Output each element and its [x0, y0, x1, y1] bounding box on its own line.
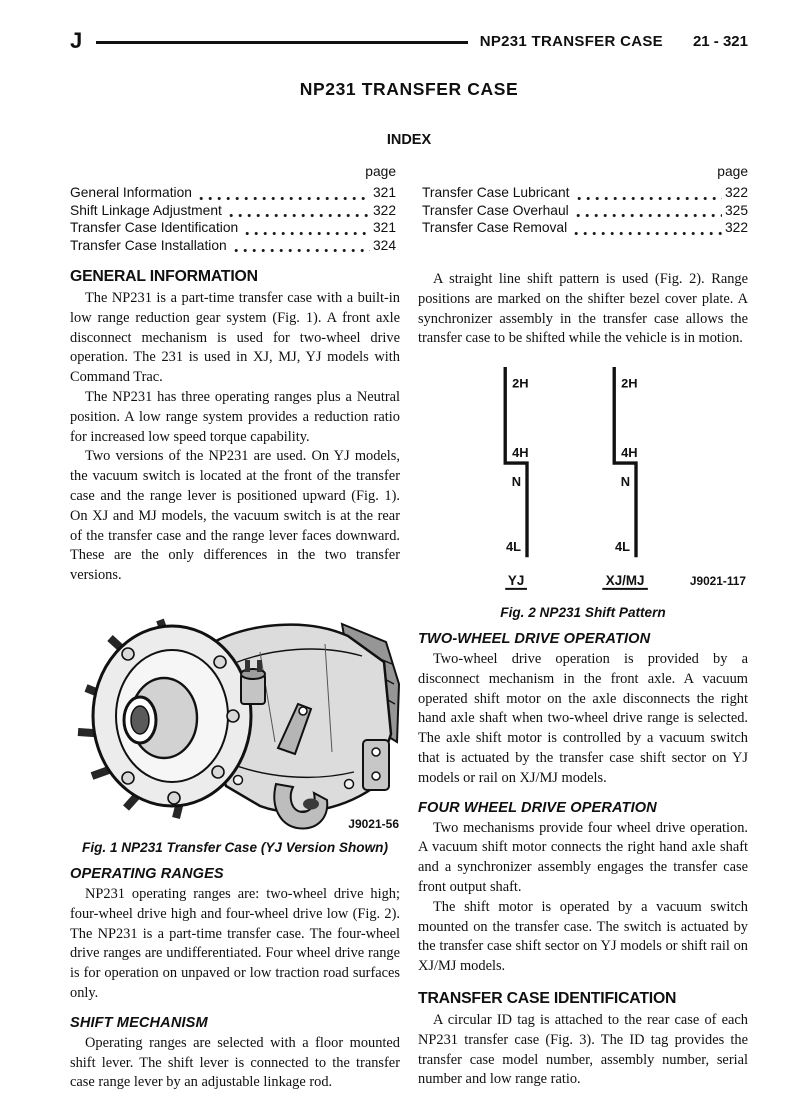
dot-leader [229, 205, 370, 219]
index-row [70, 219, 396, 237]
index-row [422, 184, 748, 202]
dot-leader [199, 188, 370, 202]
shift-pos-2h: 2H [621, 375, 638, 391]
left-column [70, 268, 400, 1093]
paragraph: A straight line shift pattern is used (Fig. 2). Range positions are marked on the shifter bezel cover plate. A synchronizer assembly in the transfer case allows the transfer case to be shifted while the vehicle is in motion. [418, 271, 748, 347]
paragraph: Two versions of the NP231 are used. On YJ models, the vacuum switch is located at the front of the transfer case and the range lever is positioned upward (Fig. 1). On XJ and MJ models, the vacuum switch is at the rear of the transfer case and the range lever faces downward. These are the only differences in the two transfer versions. [70, 448, 400, 584]
index-row [70, 237, 396, 255]
index-row [70, 202, 396, 220]
index-right-column [422, 164, 748, 254]
section-heading-four-wheel-drive: FOUR WHEEL DRIVE OPERATION [418, 799, 657, 816]
dot-leader [576, 205, 722, 219]
shift-pos-4l: 4L [615, 539, 631, 555]
shift-pos-4l: 4L [506, 539, 522, 555]
page-title: NP231 TRANSFER CASE [299, 79, 519, 99]
shift-pos-4h: 4H [621, 445, 638, 461]
figure-2-code: J9021-117 [689, 574, 747, 589]
figure-1-code: J9021-56 [348, 816, 399, 831]
section-heading-general-information: GENERAL INFORMATION [70, 268, 258, 285]
index-entry-page: 322 [724, 185, 748, 200]
dot-leader [574, 223, 722, 237]
shift-pattern-diagram [418, 361, 748, 597]
index-entry-label: Shift Linkage Adjustment [70, 202, 222, 218]
running-header [70, 30, 748, 52]
index-entry-page: 322 [724, 220, 748, 235]
paragraph: The NP231 has three operating ranges plus a Neutral position. A low range system provides a reduction ratio for increased low speed torque capability. [70, 388, 400, 445]
index-row [422, 202, 748, 220]
index-entry-page: 324 [372, 237, 396, 253]
paragraph: Operating ranges are selected with a floor mounted shift lever. The shift lever is connected to the transfer case range lever by an adjustable linkage rod. [70, 1034, 400, 1091]
pattern-label-yj: YJ [507, 573, 525, 589]
index-entry-label: Transfer Case Identification [70, 220, 239, 235]
index-page-label: page [717, 164, 748, 179]
index-entry-label: Transfer Case Removal [422, 220, 568, 235]
index-entry-page: 321 [372, 185, 396, 200]
paragraph: The NP231 is a part-time transfer case with a built-in low range reduction gear system (Fig. 1). A front axle disconnect mechanism is used for two-wheel drive operation. The 231 is used in XJ, MJ, YJ models with Command Trac. [70, 290, 400, 386]
transfer-case-illustration [70, 592, 400, 832]
section-letter: J [70, 28, 83, 53]
paragraph: NP231 operating ranges are: two-wheel drive high; four-wheel drive high and four-wheel drive low (Fig. 2). The NP231 is a part-time transfer case. The four-wheel drive ranges are undifferentiated. Four wheel drive range is for operation on unpaved or low traction road surfaces only. [70, 885, 400, 1001]
index-entry-page: 322 [372, 202, 396, 218]
dot-leader [245, 223, 370, 237]
index-entry-page: 321 [372, 220, 396, 235]
shift-pos-n: N [511, 474, 522, 490]
index-row [70, 184, 396, 202]
index-left-column [70, 164, 396, 254]
section-heading-identification: TRANSFER CASE IDENTIFICATION [418, 989, 677, 1007]
index-entry-label: General Information [70, 185, 192, 200]
index-entry-label: Transfer Case Overhaul [422, 202, 569, 218]
paragraph: A circular ID tag is attached to the rear case of each NP231 transfer case (Fig. 3). The ID tag provides the transfer case model number, assembly number, serial number and low range ratio. [418, 1011, 748, 1088]
index-entry-label: Transfer Case Installation [70, 237, 227, 253]
shift-pos-n: N [620, 474, 631, 490]
shift-pos-4h: 4H [512, 445, 529, 461]
paragraph: Two mechanisms provide four wheel drive operation. A vacuum shift motor connects the right hand axle shaft and a synchronizer assembly engages the transfer case front output shaft. [418, 819, 748, 895]
figure-1-caption: Fig. 1 NP231 Transfer Case (YJ Version Shown) [82, 839, 388, 855]
body-columns [70, 268, 748, 1093]
figure-2-caption: Fig. 2 NP231 Shift Pattern [500, 605, 666, 621]
dot-leader [577, 188, 722, 202]
section-heading-shift-mechanism: SHIFT MECHANISM [70, 1014, 208, 1031]
pattern-label-xjmj: XJ/MJ [605, 573, 645, 589]
section-heading-two-wheel-drive: TWO-WHEEL DRIVE OPERATION [418, 631, 651, 648]
index-table [70, 164, 748, 254]
index-page-label: page [365, 164, 396, 179]
index-heading: INDEX [386, 132, 432, 148]
index-row [422, 219, 748, 237]
shift-pos-2h: 2H [512, 375, 529, 391]
paragraph: Two-wheel drive operation is provided by a disconnect mechanism in the front axle. A vacuum operated shift motor on the axle disconnects the right hand axle shaft when two-wheel drive range is selected. The axle shift motor is controlled by a vacuum switch that is actuated by the transfer case shift sector on YJ models or rail on XJ/MJ models. [418, 651, 748, 786]
figure-2 [418, 361, 748, 620]
dot-leader [234, 240, 370, 254]
figure-1 [70, 592, 400, 855]
paragraph: The shift motor is operated by a vacuum switch mounted on the transfer case. The switch is actuated by the transfer case shift sector on YJ models or shift rail on XJ/MJ models. [418, 898, 748, 975]
header-title: NP231 TRANSFER CASE [479, 32, 663, 50]
section-heading-operating-ranges: OPERATING RANGES [70, 865, 224, 882]
header-page-number: 21 - 321 [692, 32, 748, 50]
right-column [418, 268, 748, 1093]
index-entry-label: Transfer Case Lubricant [422, 185, 570, 200]
header-rule [96, 41, 467, 44]
index-entry-page: 325 [724, 202, 748, 218]
